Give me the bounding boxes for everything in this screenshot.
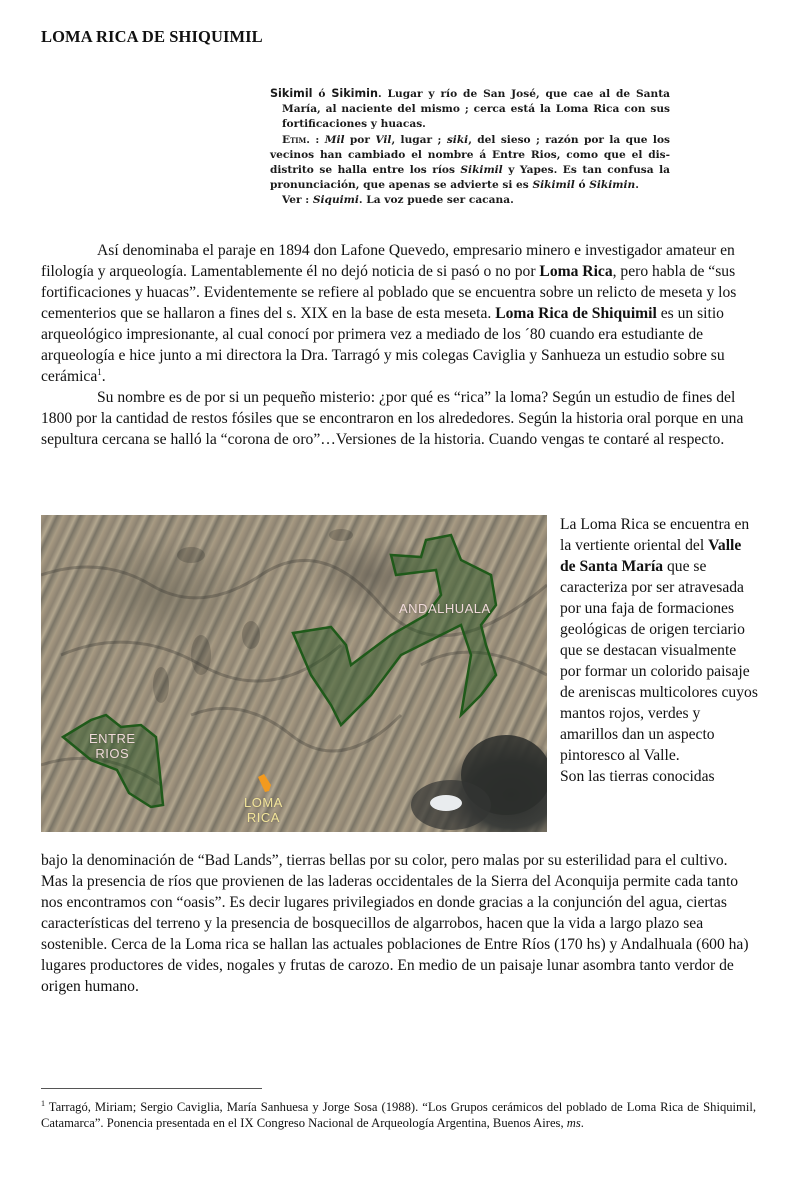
footnote-reference[interactable]: 1 bbox=[97, 366, 102, 377]
footnote-separator bbox=[41, 1088, 262, 1089]
map-label-loma-rica: LOMA RICA bbox=[244, 795, 283, 825]
dictionary-see-also: Ver : Siquimi. La voz puede ser cacana. bbox=[282, 194, 514, 207]
badlands-paragraph: bajo la denominación de “Bad Lands”, tierras bellas por su color, pero malas por su esterilidad para el cultivo. Mas la presencia de ríos que provienen de las laderas occidentales de la Sierra del Aconquija permite cada tanto nos encontramos con “oasis”. Es decir lugares privilegiados en donde gracias a la conjunción del agua, ciertas características del terreno y la presencia de bosquecillos de algarrobos, hacen que la vida a largo plazo sea sostenible. Cerca de la Loma rica se hallan las actuales poblaciones de Entre Ríos (170 hs) y Andalhuala (600 ha) lugares productores de vides, nogales y frutas de carozo. En medio de un paisaje lunar asombra tanto verdor de origen humano. bbox=[41, 852, 749, 995]
side-paragraph: La Loma Rica se encuentra en la vertiente oriental del Valle de Santa María que se caracteriza por ser atravesada por una faja de formaciones geológicas de origen terciario que se destacan visualmente por formar un colorido paisaje de areniscas multicolores cuyos mantos rojos, verdes y amarillos dan un aspecto pintoresco al Valle. Son las tierras conocidas bbox=[560, 516, 758, 785]
etymology-label: Etim. bbox=[282, 133, 310, 146]
bold-site-name: Loma Rica de Shiquimil bbox=[495, 305, 657, 322]
intro-paragraph: Así denominaba el paraje en 1894 don Lafone Quevedo, empresario minero e investigador amateur en filología y arqueología. Lamentablemente él no dejó noticia de si pasó o no por Loma Rica, pero habla de “sus fortificaciones y huacas”. Evidentemente se refiere al poblado que se encuentra sobre un relicto de meseta y los cementerios que se hallaron a fines del s. XIX en la base de esta meseta. Loma Rica de Shiquimil es un sitio arqueológico impresionante, al cual conocí por primera vez a mediado de los ´80 cuando era estudiante de arqueología e hice junto a mi directora la Dra. Tarragó y mis colegas Caviglia y Sanhueza un estudio sobre su cerámica$^1$. Su nombre es de por si un pequeño misterio: ¿por qué es “rica” la loma? Según un estudio de fines del 1800 por la cantidad de restos fósiles que se encontraron en los alrededores. Según la historia oral porque en una sepultura cercana se halló la “corona de oro”…Versiones de la historia. Cuando vengas te contaré al respecto. bbox=[41, 240, 756, 450]
map-label-entre-rios: ENTRE RIOS bbox=[89, 731, 136, 761]
loma-rica-marker bbox=[258, 774, 271, 792]
mystery-paragraph: Su nombre es de por si un pequeño misterio: ¿por qué es “rica” la loma? Según un estudio de fines del 1800 por la cantidad de restos fósiles que se encontraron en los alrededores. Según la historia oral porque en una sepultura cercana se halló la “corona de oro”…Versiones de la historia. Cuando vengas te contaré al respecto. bbox=[41, 389, 744, 448]
dictionary-entry-excerpt bbox=[270, 86, 670, 209]
footnote-number: 1 bbox=[41, 1098, 45, 1108]
footnote: $^1$ Tarragó, Miriam; Sergio Caviglia, María Sanhuesa y Jorge Sosa (1988). “Los Grupos cerámicos del poblado de Loma Rica de Shiquimil, Catamarca”. Ponencia presentada en el IX Congreso Nacional de Arqueología Argentina, Buenos Aires, ms. bbox=[41, 1098, 756, 1130]
dictionary-etymology: Etim. : Mil por Vil, lugar ; siki, del sieso ; razón por la que los vecinos han cambiado el nombre á Entre Rios, como que el dis-distrito se halla entre los ríos Sikimil y Yapes. Es tan confusa la pronunciación, que apenas se advierte si es Sikimil ó Sikimin. bbox=[270, 133, 670, 192]
dictionary-definition: Sikimil ó Sikimin. Lugar y río de San José, que cae al de Santa María, al naciente del mismo ; cerca está la Loma Rica con sus fortificaciones y huacas. bbox=[270, 87, 670, 131]
bold-valle-santa-maria: Valle de Santa María bbox=[560, 537, 742, 575]
page-title: LOMA RICA DE SHIQUIMIL bbox=[41, 27, 263, 46]
map-label-andalhuala: ANDALHUALA bbox=[399, 601, 491, 616]
map-overlay bbox=[41, 515, 547, 832]
cross-reference: Siquimi bbox=[312, 194, 359, 207]
headword: Sikimil bbox=[270, 87, 313, 100]
entre-rios-area bbox=[63, 715, 163, 807]
satellite-map-image bbox=[41, 515, 547, 832]
bold-loma-rica: Loma Rica bbox=[539, 263, 613, 280]
headword-alt: Sikimin bbox=[331, 87, 378, 100]
